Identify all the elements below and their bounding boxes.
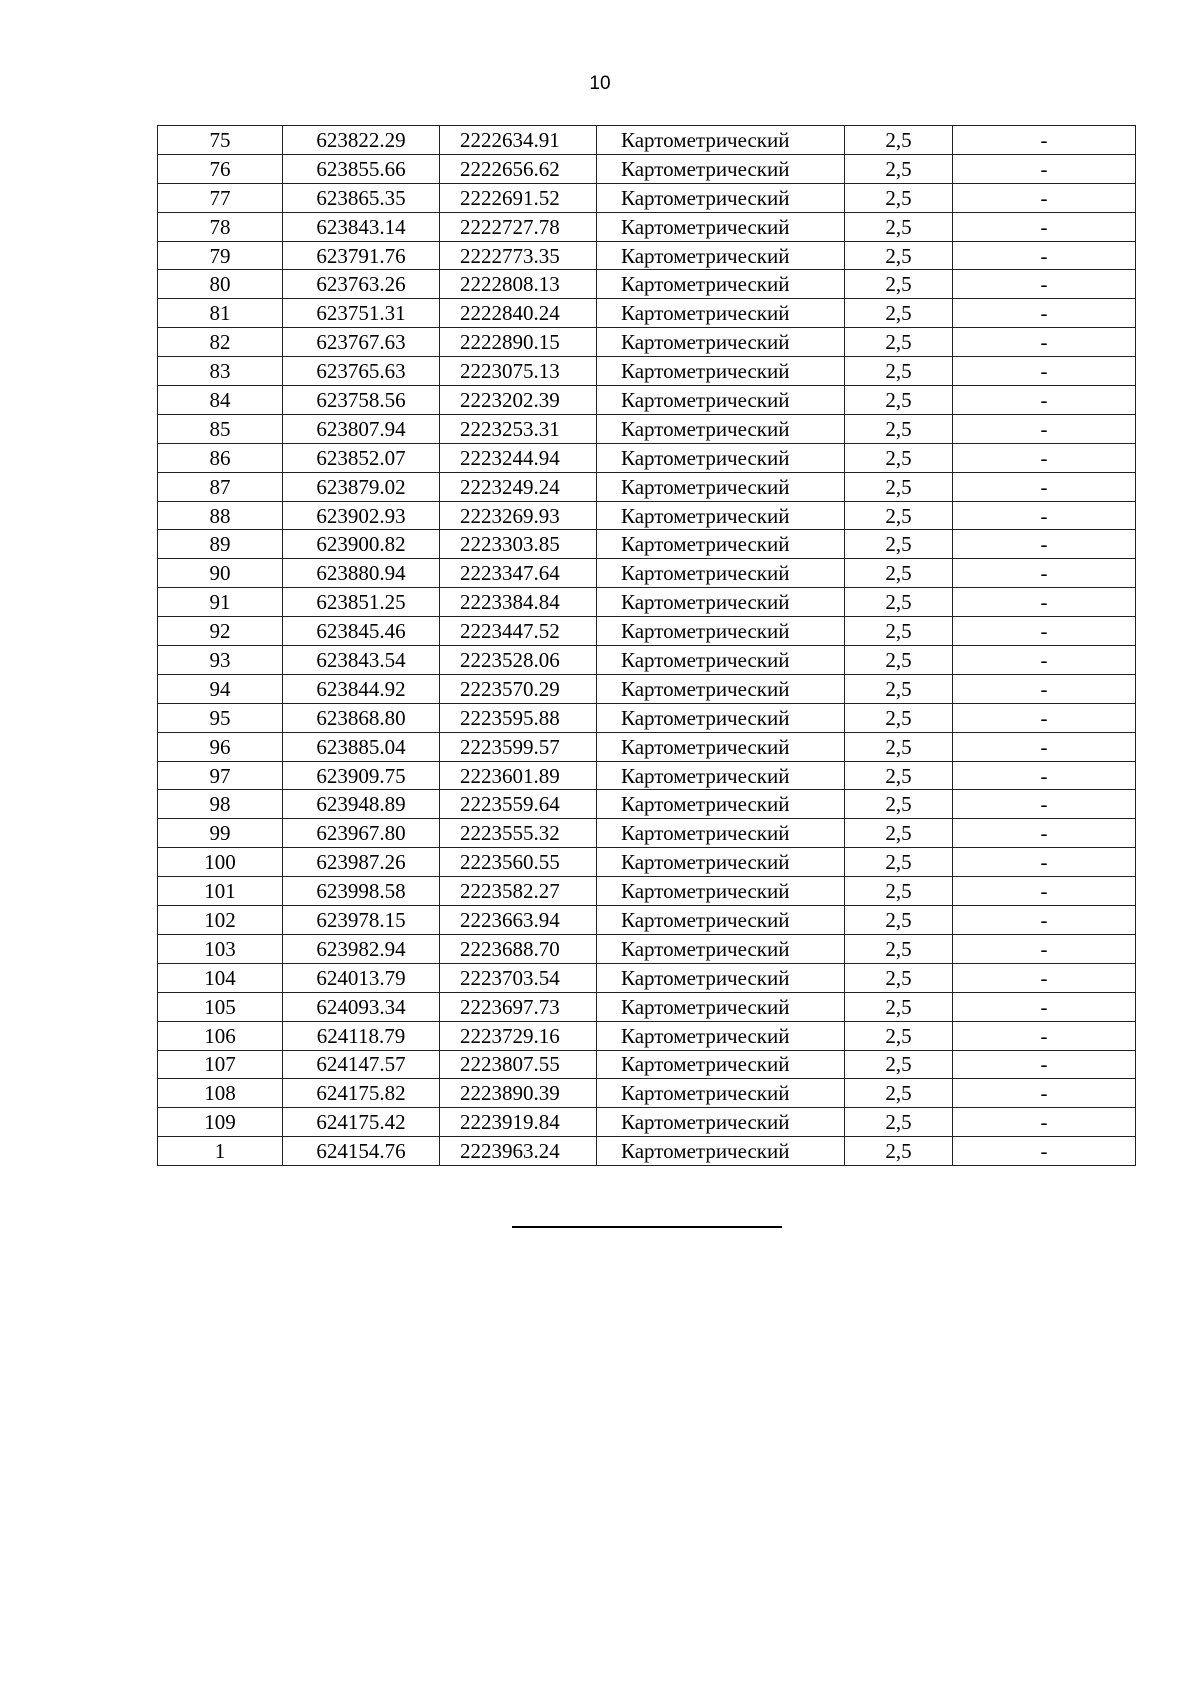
accuracy-cell: 2,5 bbox=[845, 530, 953, 559]
y-coordinate-cell: 2223663.94 bbox=[440, 906, 597, 935]
x-coordinate-cell: 623868.80 bbox=[283, 703, 440, 732]
table-row bbox=[158, 1021, 1136, 1050]
x-coordinate-cell: 623865.35 bbox=[283, 183, 440, 212]
method-cell: Картометрический bbox=[597, 472, 845, 501]
y-coordinate-cell: 2223202.39 bbox=[440, 386, 597, 415]
table-row bbox=[158, 877, 1136, 906]
y-coordinate-cell: 2222808.13 bbox=[440, 270, 597, 299]
accuracy-cell: 2,5 bbox=[845, 848, 953, 877]
y-coordinate-cell: 2222656.62 bbox=[440, 154, 597, 183]
method-cell: Картометрический bbox=[597, 819, 845, 848]
description-cell: - bbox=[953, 646, 1136, 675]
description-cell: - bbox=[953, 674, 1136, 703]
x-coordinate-cell: 623880.94 bbox=[283, 559, 440, 588]
method-cell: Картометрический bbox=[597, 732, 845, 761]
table-row bbox=[158, 819, 1136, 848]
table-row bbox=[158, 963, 1136, 992]
point-number-cell: 96 bbox=[158, 732, 283, 761]
point-number-cell: 90 bbox=[158, 559, 283, 588]
table-row bbox=[158, 270, 1136, 299]
description-cell: - bbox=[953, 212, 1136, 241]
point-number-cell: 108 bbox=[158, 1079, 283, 1108]
x-coordinate-cell: 623902.93 bbox=[283, 501, 440, 530]
accuracy-cell: 2,5 bbox=[845, 386, 953, 415]
coordinates-table-body bbox=[158, 126, 1136, 1166]
accuracy-cell: 2,5 bbox=[845, 992, 953, 1021]
table-row bbox=[158, 183, 1136, 212]
y-coordinate-cell: 2223253.31 bbox=[440, 414, 597, 443]
point-number-cell: 84 bbox=[158, 386, 283, 415]
accuracy-cell: 2,5 bbox=[845, 877, 953, 906]
accuracy-cell: 2,5 bbox=[845, 1108, 953, 1137]
table-row bbox=[158, 386, 1136, 415]
point-number-cell: 82 bbox=[158, 328, 283, 357]
description-cell: - bbox=[953, 761, 1136, 790]
point-number-cell: 100 bbox=[158, 848, 283, 877]
accuracy-cell: 2,5 bbox=[845, 1137, 953, 1166]
point-number-cell: 85 bbox=[158, 414, 283, 443]
table-row bbox=[158, 443, 1136, 472]
point-number-cell: 75 bbox=[158, 126, 283, 155]
method-cell: Картометрический bbox=[597, 992, 845, 1021]
table-row bbox=[158, 674, 1136, 703]
description-cell: - bbox=[953, 1021, 1136, 1050]
point-number-cell: 88 bbox=[158, 501, 283, 530]
table-row bbox=[158, 530, 1136, 559]
description-cell: - bbox=[953, 530, 1136, 559]
table-row bbox=[158, 154, 1136, 183]
description-cell: - bbox=[953, 877, 1136, 906]
y-coordinate-cell: 2223890.39 bbox=[440, 1079, 597, 1108]
y-coordinate-cell: 2223303.85 bbox=[440, 530, 597, 559]
description-cell: - bbox=[953, 703, 1136, 732]
method-cell: Картометрический bbox=[597, 443, 845, 472]
point-number-cell: 78 bbox=[158, 212, 283, 241]
x-coordinate-cell: 624154.76 bbox=[283, 1137, 440, 1166]
y-coordinate-cell: 2223582.27 bbox=[440, 877, 597, 906]
x-coordinate-cell: 623765.63 bbox=[283, 357, 440, 386]
description-cell: - bbox=[953, 183, 1136, 212]
method-cell: Картометрический bbox=[597, 530, 845, 559]
x-coordinate-cell: 623948.89 bbox=[283, 790, 440, 819]
table-row bbox=[158, 241, 1136, 270]
accuracy-cell: 2,5 bbox=[845, 963, 953, 992]
x-coordinate-cell: 623909.75 bbox=[283, 761, 440, 790]
y-coordinate-cell: 2223570.29 bbox=[440, 674, 597, 703]
accuracy-cell: 2,5 bbox=[845, 588, 953, 617]
description-cell: - bbox=[953, 848, 1136, 877]
table-row bbox=[158, 357, 1136, 386]
method-cell: Картометрический bbox=[597, 241, 845, 270]
point-number-cell: 81 bbox=[158, 299, 283, 328]
accuracy-cell: 2,5 bbox=[845, 443, 953, 472]
accuracy-cell: 2,5 bbox=[845, 414, 953, 443]
method-cell: Картометрический bbox=[597, 1108, 845, 1137]
point-number-cell: 91 bbox=[158, 588, 283, 617]
y-coordinate-cell: 2223697.73 bbox=[440, 992, 597, 1021]
point-number-cell: 102 bbox=[158, 906, 283, 935]
x-coordinate-cell: 623998.58 bbox=[283, 877, 440, 906]
point-number-cell: 1 bbox=[158, 1137, 283, 1166]
table-row bbox=[158, 472, 1136, 501]
x-coordinate-cell: 624175.82 bbox=[283, 1079, 440, 1108]
point-number-cell: 92 bbox=[158, 617, 283, 646]
table-row bbox=[158, 1050, 1136, 1079]
coordinates-table bbox=[157, 125, 1136, 1166]
accuracy-cell: 2,5 bbox=[845, 617, 953, 646]
method-cell: Картометрический bbox=[597, 126, 845, 155]
table-row bbox=[158, 1108, 1136, 1137]
accuracy-cell: 2,5 bbox=[845, 761, 953, 790]
y-coordinate-cell: 2223559.64 bbox=[440, 790, 597, 819]
description-cell: - bbox=[953, 992, 1136, 1021]
x-coordinate-cell: 623885.04 bbox=[283, 732, 440, 761]
y-coordinate-cell: 2222727.78 bbox=[440, 212, 597, 241]
x-coordinate-cell: 623852.07 bbox=[283, 443, 440, 472]
description-cell: - bbox=[953, 328, 1136, 357]
method-cell: Картометрический bbox=[597, 934, 845, 963]
point-number-cell: 97 bbox=[158, 761, 283, 790]
y-coordinate-cell: 2223599.57 bbox=[440, 732, 597, 761]
x-coordinate-cell: 623987.26 bbox=[283, 848, 440, 877]
description-cell: - bbox=[953, 617, 1136, 646]
method-cell: Картометрический bbox=[597, 674, 845, 703]
table-row bbox=[158, 559, 1136, 588]
description-cell: - bbox=[953, 790, 1136, 819]
table-row bbox=[158, 848, 1136, 877]
accuracy-cell: 2,5 bbox=[845, 328, 953, 357]
accuracy-cell: 2,5 bbox=[845, 241, 953, 270]
end-of-table-rule bbox=[512, 1226, 782, 1228]
x-coordinate-cell: 624093.34 bbox=[283, 992, 440, 1021]
method-cell: Картометрический bbox=[597, 270, 845, 299]
method-cell: Картометрический bbox=[597, 646, 845, 675]
description-cell: - bbox=[953, 443, 1136, 472]
y-coordinate-cell: 2223703.54 bbox=[440, 963, 597, 992]
accuracy-cell: 2,5 bbox=[845, 299, 953, 328]
x-coordinate-cell: 623855.66 bbox=[283, 154, 440, 183]
method-cell: Картометрический bbox=[597, 877, 845, 906]
description-cell: - bbox=[953, 732, 1136, 761]
y-coordinate-cell: 2222890.15 bbox=[440, 328, 597, 357]
description-cell: - bbox=[953, 1079, 1136, 1108]
y-coordinate-cell: 2223447.52 bbox=[440, 617, 597, 646]
description-cell: - bbox=[953, 126, 1136, 155]
method-cell: Картометрический bbox=[597, 357, 845, 386]
y-coordinate-cell: 2222773.35 bbox=[440, 241, 597, 270]
y-coordinate-cell: 2223244.94 bbox=[440, 443, 597, 472]
method-cell: Картометрический bbox=[597, 848, 845, 877]
y-coordinate-cell: 2223688.70 bbox=[440, 934, 597, 963]
x-coordinate-cell: 623978.15 bbox=[283, 906, 440, 935]
table-row bbox=[158, 790, 1136, 819]
accuracy-cell: 2,5 bbox=[845, 559, 953, 588]
table-row bbox=[158, 1137, 1136, 1166]
method-cell: Картометрический bbox=[597, 1021, 845, 1050]
point-number-cell: 101 bbox=[158, 877, 283, 906]
description-cell: - bbox=[953, 588, 1136, 617]
y-coordinate-cell: 2223347.64 bbox=[440, 559, 597, 588]
table-row bbox=[158, 588, 1136, 617]
method-cell: Картометрический bbox=[597, 154, 845, 183]
x-coordinate-cell: 624118.79 bbox=[283, 1021, 440, 1050]
description-cell: - bbox=[953, 501, 1136, 530]
description-cell: - bbox=[953, 1050, 1136, 1079]
x-coordinate-cell: 623763.26 bbox=[283, 270, 440, 299]
y-coordinate-cell: 2223269.93 bbox=[440, 501, 597, 530]
description-cell: - bbox=[953, 472, 1136, 501]
point-number-cell: 107 bbox=[158, 1050, 283, 1079]
method-cell: Картометрический bbox=[597, 328, 845, 357]
method-cell: Картометрический bbox=[597, 906, 845, 935]
x-coordinate-cell: 623900.82 bbox=[283, 530, 440, 559]
point-number-cell: 103 bbox=[158, 934, 283, 963]
y-coordinate-cell: 2223560.55 bbox=[440, 848, 597, 877]
x-coordinate-cell: 623822.29 bbox=[283, 126, 440, 155]
description-cell: - bbox=[953, 154, 1136, 183]
accuracy-cell: 2,5 bbox=[845, 183, 953, 212]
y-coordinate-cell: 2223384.84 bbox=[440, 588, 597, 617]
y-coordinate-cell: 2223075.13 bbox=[440, 357, 597, 386]
description-cell: - bbox=[953, 934, 1136, 963]
table-row bbox=[158, 992, 1136, 1021]
point-number-cell: 104 bbox=[158, 963, 283, 992]
x-coordinate-cell: 623843.54 bbox=[283, 646, 440, 675]
point-number-cell: 94 bbox=[158, 674, 283, 703]
table-row bbox=[158, 617, 1136, 646]
point-number-cell: 106 bbox=[158, 1021, 283, 1050]
accuracy-cell: 2,5 bbox=[845, 1079, 953, 1108]
point-number-cell: 109 bbox=[158, 1108, 283, 1137]
x-coordinate-cell: 623767.63 bbox=[283, 328, 440, 357]
accuracy-cell: 2,5 bbox=[845, 674, 953, 703]
point-number-cell: 79 bbox=[158, 241, 283, 270]
point-number-cell: 87 bbox=[158, 472, 283, 501]
table-row bbox=[158, 501, 1136, 530]
x-coordinate-cell: 624013.79 bbox=[283, 963, 440, 992]
method-cell: Картометрический bbox=[597, 183, 845, 212]
method-cell: Картометрический bbox=[597, 963, 845, 992]
table-row bbox=[158, 761, 1136, 790]
table-row bbox=[158, 1079, 1136, 1108]
point-number-cell: 99 bbox=[158, 819, 283, 848]
table-row bbox=[158, 906, 1136, 935]
table-row bbox=[158, 732, 1136, 761]
description-cell: - bbox=[953, 1108, 1136, 1137]
method-cell: Картометрический bbox=[597, 761, 845, 790]
description-cell: - bbox=[953, 270, 1136, 299]
method-cell: Картометрический bbox=[597, 299, 845, 328]
method-cell: Картометрический bbox=[597, 212, 845, 241]
description-cell: - bbox=[953, 906, 1136, 935]
x-coordinate-cell: 623879.02 bbox=[283, 472, 440, 501]
x-coordinate-cell: 623807.94 bbox=[283, 414, 440, 443]
method-cell: Картометрический bbox=[597, 1137, 845, 1166]
table-row bbox=[158, 299, 1136, 328]
description-cell: - bbox=[953, 963, 1136, 992]
x-coordinate-cell: 623843.14 bbox=[283, 212, 440, 241]
point-number-cell: 95 bbox=[158, 703, 283, 732]
accuracy-cell: 2,5 bbox=[845, 790, 953, 819]
method-cell: Картометрический bbox=[597, 386, 845, 415]
y-coordinate-cell: 2222634.91 bbox=[440, 126, 597, 155]
y-coordinate-cell: 2223595.88 bbox=[440, 703, 597, 732]
point-number-cell: 86 bbox=[158, 443, 283, 472]
accuracy-cell: 2,5 bbox=[845, 212, 953, 241]
method-cell: Картометрический bbox=[597, 1079, 845, 1108]
point-number-cell: 89 bbox=[158, 530, 283, 559]
accuracy-cell: 2,5 bbox=[845, 934, 953, 963]
x-coordinate-cell: 623844.92 bbox=[283, 674, 440, 703]
y-coordinate-cell: 2223729.16 bbox=[440, 1021, 597, 1050]
point-number-cell: 98 bbox=[158, 790, 283, 819]
x-coordinate-cell: 623967.80 bbox=[283, 819, 440, 848]
description-cell: - bbox=[953, 386, 1136, 415]
accuracy-cell: 2,5 bbox=[845, 472, 953, 501]
x-coordinate-cell: 624175.42 bbox=[283, 1108, 440, 1137]
method-cell: Картометрический bbox=[597, 790, 845, 819]
y-coordinate-cell: 2222691.52 bbox=[440, 183, 597, 212]
x-coordinate-cell: 623851.25 bbox=[283, 588, 440, 617]
accuracy-cell: 2,5 bbox=[845, 501, 953, 530]
point-number-cell: 76 bbox=[158, 154, 283, 183]
y-coordinate-cell: 2222840.24 bbox=[440, 299, 597, 328]
x-coordinate-cell: 623791.76 bbox=[283, 241, 440, 270]
y-coordinate-cell: 2223963.24 bbox=[440, 1137, 597, 1166]
table-row bbox=[158, 703, 1136, 732]
method-cell: Картометрический bbox=[597, 559, 845, 588]
point-number-cell: 93 bbox=[158, 646, 283, 675]
description-cell: - bbox=[953, 357, 1136, 386]
point-number-cell: 80 bbox=[158, 270, 283, 299]
table-row bbox=[158, 328, 1136, 357]
accuracy-cell: 2,5 bbox=[845, 906, 953, 935]
accuracy-cell: 2,5 bbox=[845, 126, 953, 155]
y-coordinate-cell: 2223807.55 bbox=[440, 1050, 597, 1079]
point-number-cell: 77 bbox=[158, 183, 283, 212]
y-coordinate-cell: 2223919.84 bbox=[440, 1108, 597, 1137]
accuracy-cell: 2,5 bbox=[845, 1050, 953, 1079]
point-number-cell: 83 bbox=[158, 357, 283, 386]
y-coordinate-cell: 2223601.89 bbox=[440, 761, 597, 790]
description-cell: - bbox=[953, 819, 1136, 848]
y-coordinate-cell: 2223249.24 bbox=[440, 472, 597, 501]
accuracy-cell: 2,5 bbox=[845, 357, 953, 386]
description-cell: - bbox=[953, 241, 1136, 270]
point-number-cell: 105 bbox=[158, 992, 283, 1021]
method-cell: Картометрический bbox=[597, 588, 845, 617]
method-cell: Картометрический bbox=[597, 703, 845, 732]
accuracy-cell: 2,5 bbox=[845, 646, 953, 675]
method-cell: Картометрический bbox=[597, 617, 845, 646]
accuracy-cell: 2,5 bbox=[845, 1021, 953, 1050]
table-row bbox=[158, 212, 1136, 241]
x-coordinate-cell: 623758.56 bbox=[283, 386, 440, 415]
method-cell: Картометрический bbox=[597, 1050, 845, 1079]
y-coordinate-cell: 2223528.06 bbox=[440, 646, 597, 675]
x-coordinate-cell: 623845.46 bbox=[283, 617, 440, 646]
method-cell: Картометрический bbox=[597, 414, 845, 443]
accuracy-cell: 2,5 bbox=[845, 154, 953, 183]
accuracy-cell: 2,5 bbox=[845, 270, 953, 299]
x-coordinate-cell: 624147.57 bbox=[283, 1050, 440, 1079]
page-number: 10 bbox=[589, 73, 611, 94]
description-cell: - bbox=[953, 299, 1136, 328]
description-cell: - bbox=[953, 559, 1136, 588]
x-coordinate-cell: 623982.94 bbox=[283, 934, 440, 963]
y-coordinate-cell: 2223555.32 bbox=[440, 819, 597, 848]
x-coordinate-cell: 623751.31 bbox=[283, 299, 440, 328]
table-row bbox=[158, 414, 1136, 443]
accuracy-cell: 2,5 bbox=[845, 732, 953, 761]
table-row bbox=[158, 126, 1136, 155]
description-cell: - bbox=[953, 414, 1136, 443]
table-row bbox=[158, 646, 1136, 675]
table-row bbox=[158, 934, 1136, 963]
accuracy-cell: 2,5 bbox=[845, 819, 953, 848]
method-cell: Картометрический bbox=[597, 501, 845, 530]
accuracy-cell: 2,5 bbox=[845, 703, 953, 732]
description-cell: - bbox=[953, 1137, 1136, 1166]
